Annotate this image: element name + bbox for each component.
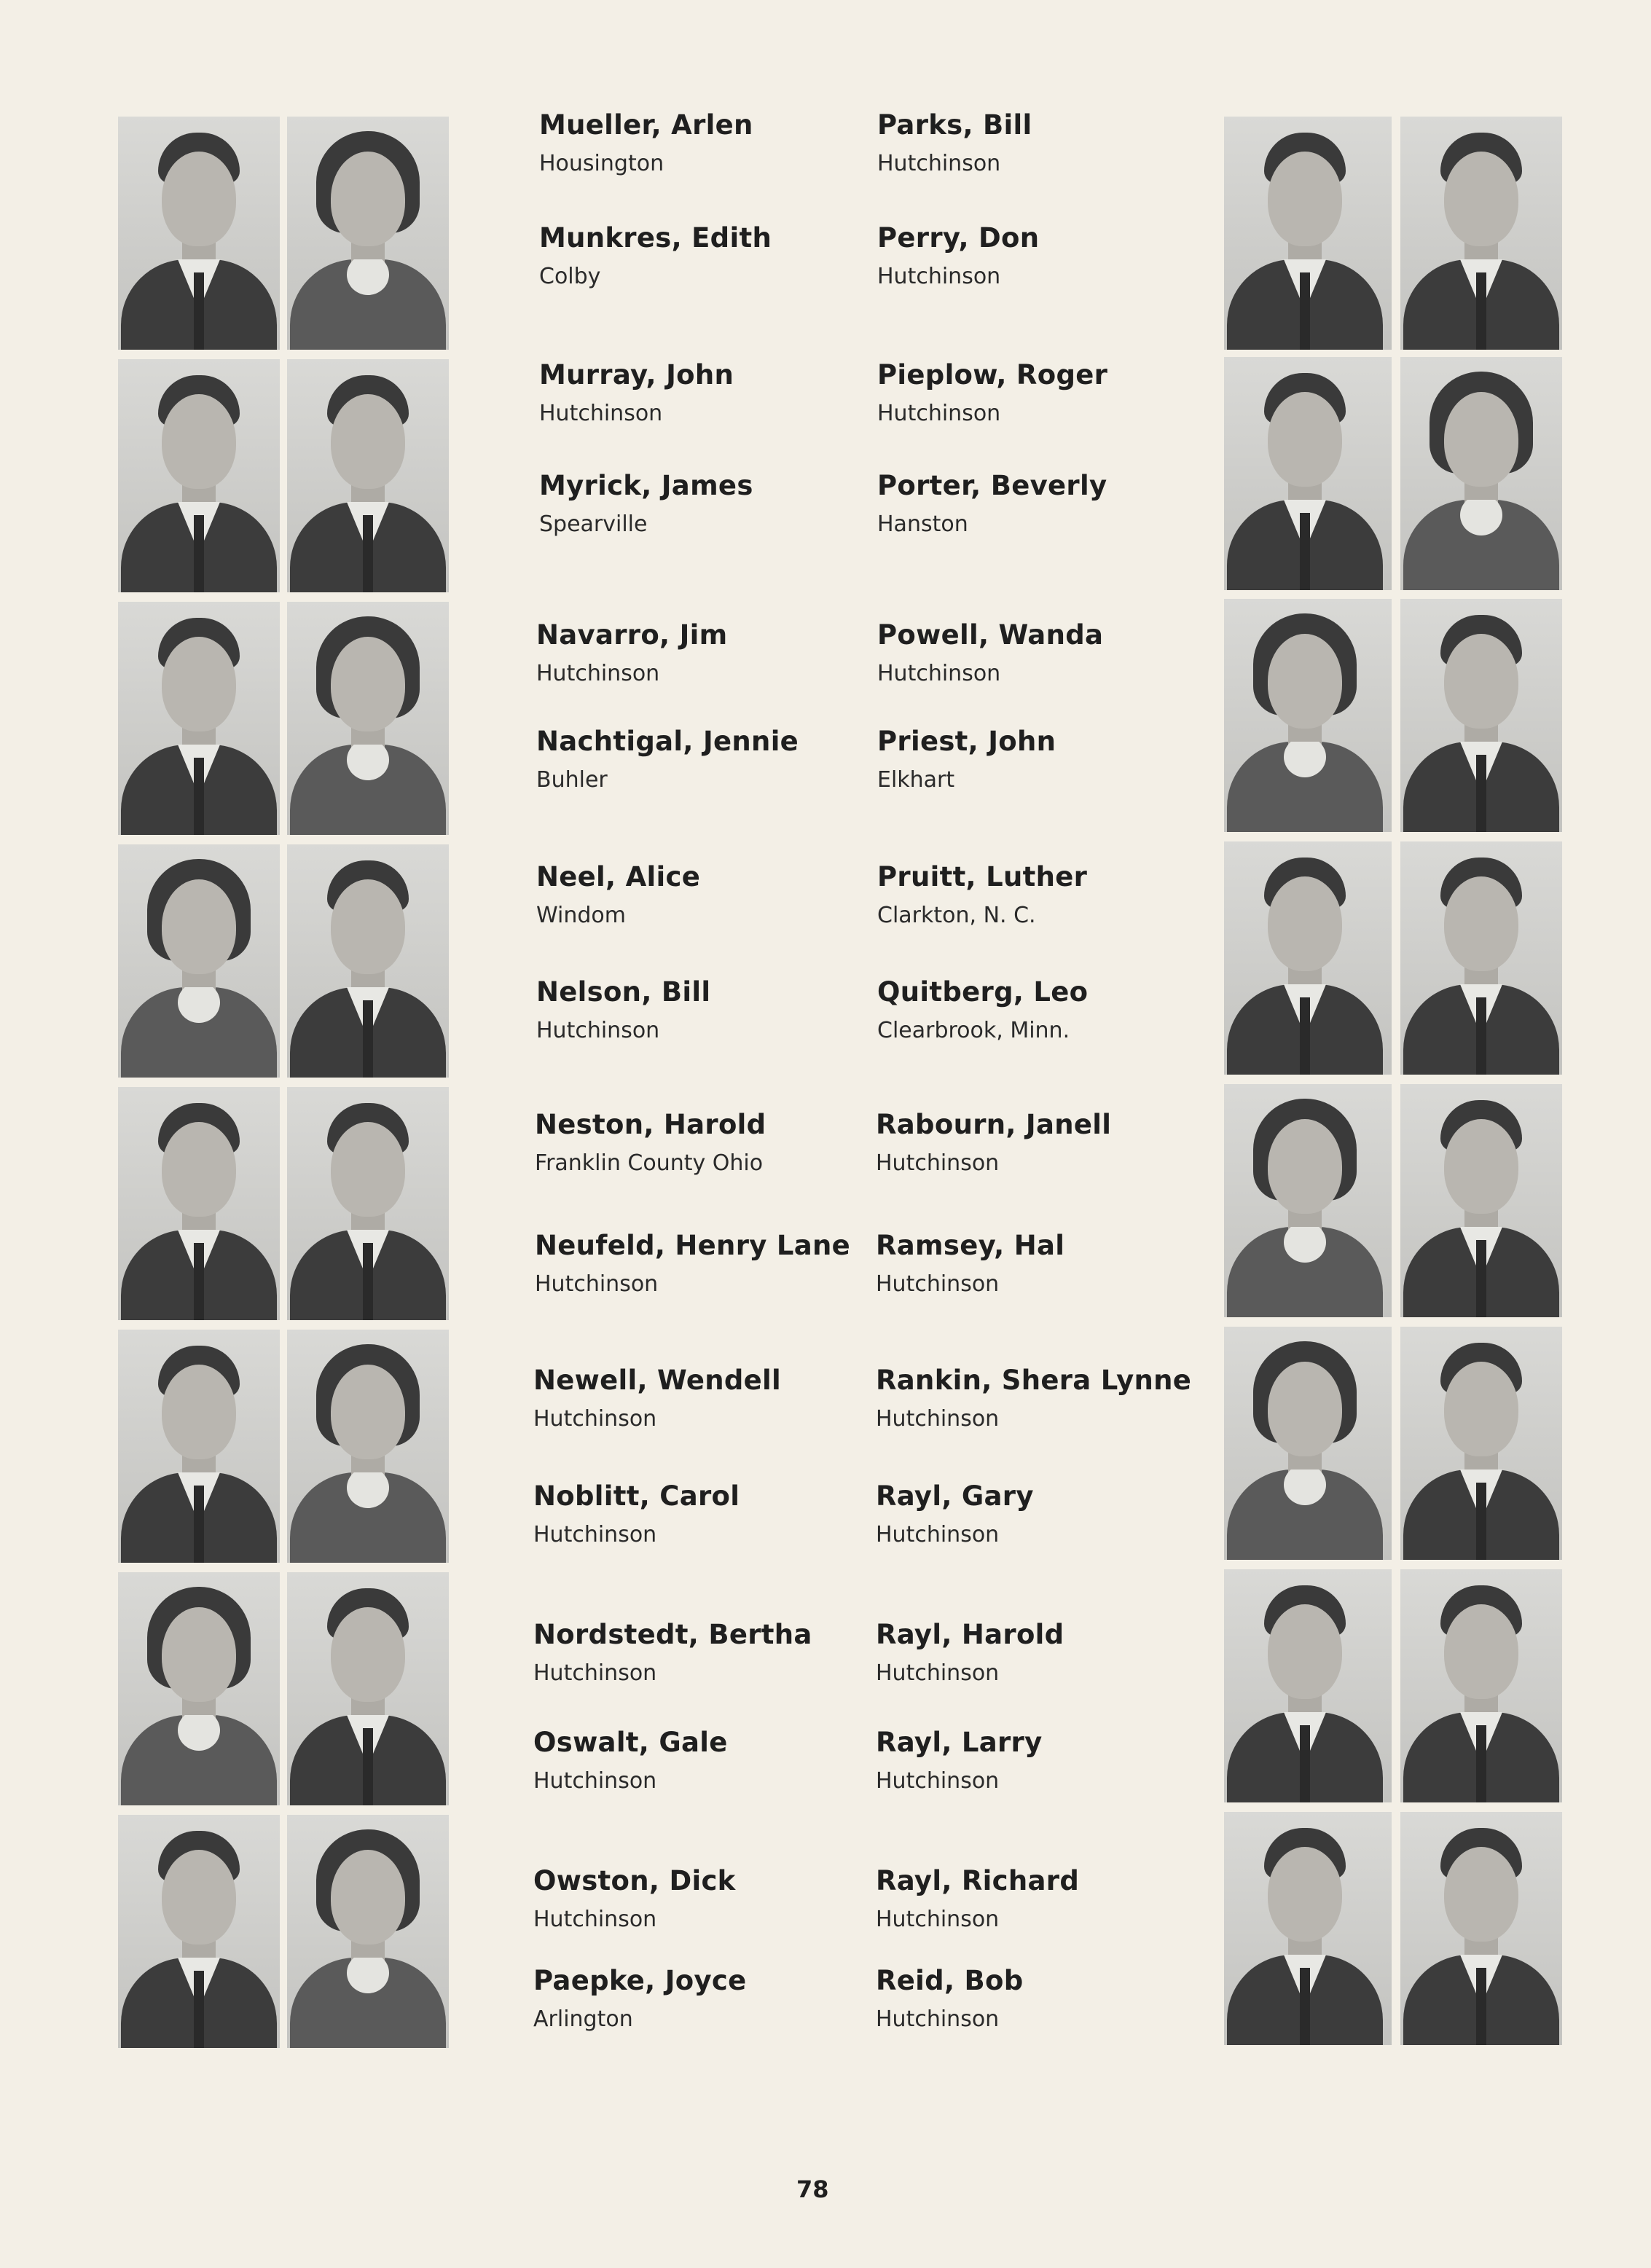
student-hometown: Hutchinson bbox=[533, 1406, 657, 1432]
student-name: Navarro, Jim bbox=[536, 619, 728, 651]
portrait-photo bbox=[287, 602, 449, 835]
student-hometown: Hutchinson bbox=[535, 1271, 659, 1297]
student-name: Pieplow, Roger bbox=[877, 359, 1108, 391]
portrait-photo bbox=[287, 1330, 449, 1563]
student-hometown: Hutchinson bbox=[877, 401, 1001, 426]
student-name: Pruitt, Luther bbox=[877, 861, 1088, 892]
student-hometown: Elkhart bbox=[877, 767, 955, 793]
student-entry bbox=[536, 726, 799, 793]
student-hometown: Spearville bbox=[539, 511, 648, 537]
portrait-photo bbox=[287, 1572, 449, 1805]
portrait-photo bbox=[1400, 357, 1562, 590]
student-name: Neufeld, Henry Lane bbox=[535, 1230, 851, 1261]
portrait-photo bbox=[118, 1330, 280, 1563]
student-entry bbox=[877, 619, 1103, 686]
student-entry bbox=[535, 1230, 850, 1297]
portrait-photo bbox=[1400, 599, 1562, 832]
student-hometown: Hutchinson bbox=[876, 1768, 1000, 1794]
student-hometown: Hutchinson bbox=[876, 1522, 1000, 1547]
student-entry bbox=[536, 619, 727, 686]
portrait-photo bbox=[287, 844, 449, 1078]
student-name: Rayl, Larry bbox=[876, 1727, 1043, 1758]
student-entry bbox=[876, 1865, 1079, 1932]
portrait-photo bbox=[118, 1815, 280, 2048]
student-hometown: Hutchinson bbox=[536, 661, 660, 686]
portrait-photo bbox=[287, 359, 449, 592]
student-name: Paepke, Joyce bbox=[533, 1965, 747, 1996]
student-entry bbox=[535, 1109, 766, 1176]
portrait-photo bbox=[287, 1087, 449, 1320]
student-hometown: Hutchinson bbox=[533, 1768, 657, 1794]
student-hometown: Hutchinson bbox=[877, 264, 1001, 289]
student-name: Rayl, Richard bbox=[876, 1865, 1080, 1896]
student-entry bbox=[533, 1480, 740, 1547]
portrait-photo bbox=[1224, 599, 1392, 832]
student-entry bbox=[533, 1619, 812, 1686]
student-name: Perry, Don bbox=[877, 222, 1040, 254]
portrait-photo bbox=[118, 1087, 280, 1320]
student-hometown: Hutchinson bbox=[533, 1660, 657, 1686]
student-name: Noblitt, Carol bbox=[533, 1480, 740, 1512]
student-entry bbox=[533, 1727, 728, 1794]
student-name: Nelson, Bill bbox=[536, 976, 711, 1008]
student-name: Neston, Harold bbox=[535, 1109, 766, 1140]
student-entry bbox=[876, 1727, 1043, 1794]
student-name: Murray, John bbox=[539, 359, 734, 391]
student-entry bbox=[876, 1109, 1111, 1176]
student-hometown: Hutchinson bbox=[533, 1522, 657, 1547]
portrait-photo bbox=[1224, 1812, 1392, 2045]
student-entry bbox=[877, 726, 1056, 793]
student-entry bbox=[536, 976, 710, 1043]
portrait-photo bbox=[118, 844, 280, 1078]
portrait-photo bbox=[1400, 1327, 1562, 1560]
student-hometown: Arlington bbox=[533, 2006, 633, 2032]
portrait-photo bbox=[1400, 841, 1562, 1075]
portrait-photo bbox=[1224, 1327, 1392, 1560]
student-name: Newell, Wendell bbox=[533, 1365, 782, 1396]
student-hometown: Franklin County Ohio bbox=[535, 1150, 764, 1176]
student-name: Rayl, Harold bbox=[876, 1619, 1064, 1650]
portrait-photo bbox=[1400, 1569, 1562, 1802]
portrait-photo bbox=[118, 117, 280, 350]
portrait-photo bbox=[1224, 1569, 1392, 1802]
student-name: Quitberg, Leo bbox=[877, 976, 1089, 1008]
student-hometown: Windom bbox=[536, 903, 626, 928]
student-hometown: Hutchinson bbox=[876, 1907, 1000, 1932]
student-entry bbox=[877, 470, 1107, 537]
student-entry bbox=[533, 1365, 781, 1432]
student-entry bbox=[539, 359, 734, 426]
student-entry bbox=[877, 109, 1032, 176]
student-name: Nordstedt, Bertha bbox=[533, 1619, 812, 1650]
portrait-photo bbox=[118, 1572, 280, 1805]
student-name: Parks, Bill bbox=[877, 109, 1032, 141]
portrait-photo bbox=[1224, 357, 1392, 590]
student-entry bbox=[533, 1965, 747, 2032]
student-name: Reid, Bob bbox=[876, 1965, 1024, 1996]
student-entry bbox=[877, 861, 1087, 928]
student-hometown: Hutchinson bbox=[876, 2006, 1000, 2032]
portrait-photo bbox=[1400, 1812, 1562, 2045]
student-name: Priest, John bbox=[877, 726, 1056, 757]
student-entry bbox=[876, 1365, 1191, 1432]
portrait-photo bbox=[118, 359, 280, 592]
student-name: Munkres, Edith bbox=[539, 222, 772, 254]
student-entry bbox=[876, 1619, 1064, 1686]
student-hometown: Hanston bbox=[877, 511, 968, 537]
student-hometown: Hutchinson bbox=[877, 151, 1001, 176]
student-entry bbox=[876, 1965, 1024, 2032]
student-entry bbox=[877, 222, 1039, 289]
student-hometown: Hutchinson bbox=[536, 1018, 660, 1043]
student-name: Ramsey, Hal bbox=[876, 1230, 1065, 1261]
student-name: Neel, Alice bbox=[536, 861, 701, 892]
student-hometown: Clearbrook, Minn. bbox=[877, 1018, 1070, 1043]
student-name: Porter, Beverly bbox=[877, 470, 1107, 501]
student-name: Myrick, James bbox=[539, 470, 753, 501]
student-entry bbox=[876, 1480, 1034, 1547]
student-name: Rayl, Gary bbox=[876, 1480, 1034, 1512]
student-hometown: Housington bbox=[539, 151, 664, 176]
student-hometown: Hutchinson bbox=[876, 1271, 1000, 1297]
student-hometown: Hutchinson bbox=[877, 661, 1001, 686]
student-entry bbox=[876, 1230, 1064, 1297]
student-entry bbox=[877, 976, 1088, 1043]
student-entry bbox=[533, 1865, 736, 1932]
portrait-photo bbox=[1400, 117, 1562, 350]
portrait-photo bbox=[1224, 117, 1392, 350]
student-name: Powell, Wanda bbox=[877, 619, 1104, 651]
portrait-photo bbox=[1400, 1084, 1562, 1317]
student-name: Mueller, Arlen bbox=[539, 109, 753, 141]
student-name: Nachtigal, Jennie bbox=[536, 726, 799, 757]
student-entry bbox=[539, 222, 772, 289]
student-hometown: Hutchinson bbox=[876, 1150, 1000, 1176]
student-entry bbox=[539, 109, 753, 176]
student-name: Owston, Dick bbox=[533, 1865, 736, 1896]
student-hometown: Colby bbox=[539, 264, 601, 289]
page-number: 78 bbox=[796, 2175, 829, 2203]
student-name: Rabourn, Janell bbox=[876, 1109, 1112, 1140]
portrait-photo bbox=[1224, 841, 1392, 1075]
portrait-photo bbox=[118, 602, 280, 835]
student-hometown: Hutchinson bbox=[539, 401, 663, 426]
student-hometown: Hutchinson bbox=[876, 1406, 1000, 1432]
student-entry bbox=[539, 470, 753, 537]
student-hometown: Clarkton, N. C. bbox=[877, 903, 1036, 928]
student-entry bbox=[536, 861, 700, 928]
student-entry bbox=[877, 359, 1107, 426]
student-hometown: Buhler bbox=[536, 767, 608, 793]
portrait-photo bbox=[1224, 1084, 1392, 1317]
portrait-photo bbox=[287, 1815, 449, 2048]
student-hometown: Hutchinson bbox=[876, 1660, 1000, 1686]
student-hometown: Hutchinson bbox=[533, 1907, 657, 1932]
student-name: Oswalt, Gale bbox=[533, 1727, 728, 1758]
portrait-photo bbox=[287, 117, 449, 350]
student-name: Rankin, Shera Lynne bbox=[876, 1365, 1192, 1396]
